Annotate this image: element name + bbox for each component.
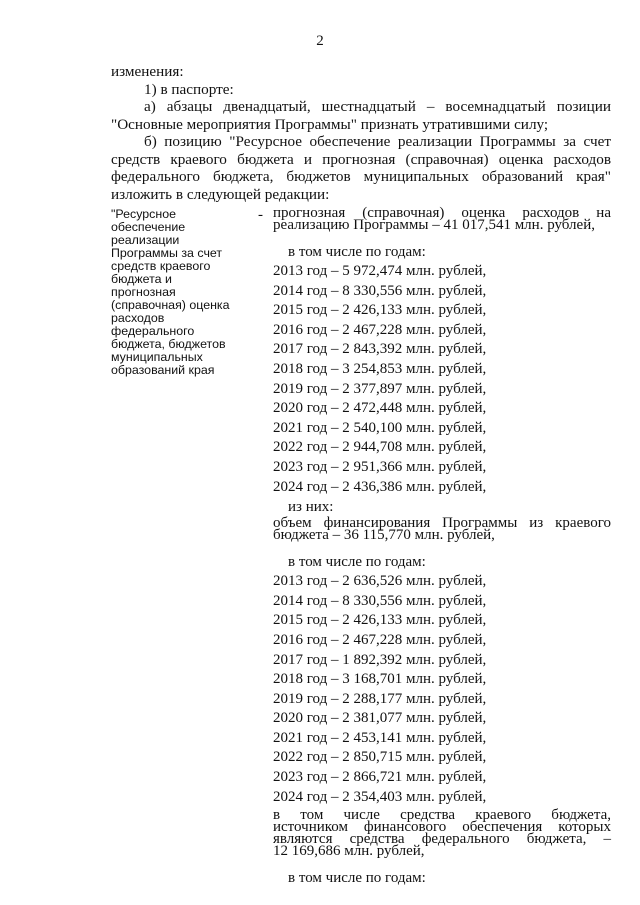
- page-number: 2: [316, 33, 324, 49]
- regional-year-item: 2023 год – 2 866,721 млн. рублей,: [273, 769, 487, 786]
- regional-budget: [273, 515, 611, 544]
- total-year-item: 2016 год – 2 467,228 млн. рублей,: [273, 321, 487, 338]
- regional-line-1: объем финансирования Программы из краевого: [273, 515, 611, 532]
- regional-year-item: 2014 год – 8 330,556 млн. рублей,: [273, 592, 487, 609]
- regional-year-item: 2018 год – 3 168,701 млн. рублей,: [273, 671, 487, 688]
- regional-year-item: 2019 год – 2 288,177 млн. рублей,: [273, 690, 487, 707]
- regional-by-years-label: в том числе по годам:: [288, 554, 426, 571]
- position-title-line: муниципальных: [111, 350, 203, 364]
- position-title-line: прогнозная: [111, 285, 176, 299]
- position-title-line: "Ресурсное: [111, 207, 176, 221]
- total-year-item: 2020 год – 2 472,448 млн. рублей,: [273, 400, 487, 417]
- federal-funds: [273, 807, 611, 860]
- total-year-item: 2018 год – 3 254,853 млн. рублей,: [273, 360, 487, 377]
- para-b-line-3: федерального бюджета, бюджетов муниципальных образований края": [111, 168, 611, 185]
- position-title-line: средств краевого: [111, 259, 211, 273]
- position-title-line: федерального: [111, 324, 195, 338]
- position-title-line: бюджета, бюджетов: [111, 337, 226, 351]
- regional-line-2: бюджета – 36 115,770 млн. рублей,: [273, 527, 495, 544]
- para-a-line-1: а) абзацы двенадцатый, шестнадцатый – восемнадцатый позиции: [144, 98, 611, 115]
- para-b-line-1: б) позицию "Ресурсное обеспечение реализации Программы за счет: [144, 133, 611, 150]
- regional-year-item: 2024 год – 2 354,403 млн. рублей,: [273, 788, 487, 805]
- federal-line-4: 12 169,686 млн. рублей,: [273, 843, 425, 860]
- position-content: [273, 207, 611, 888]
- position-title-line: бюджета и: [111, 272, 172, 286]
- total-year-item: 2024 год – 2 436,386 млн. рублей,: [273, 478, 487, 495]
- total-line-1: прогнозная (справочная) оценка расходов на: [273, 205, 611, 221]
- regional-year-item: 2016 год – 2 467,228 млн. рублей,: [273, 631, 487, 648]
- regional-years-list: [273, 572, 611, 807]
- of-them-label: из них:: [288, 499, 334, 516]
- position-title-line: расходов: [111, 311, 165, 325]
- position-title-line: образований края: [111, 363, 215, 377]
- regional-year-item: 2017 год – 1 892,392 млн. рублей,: [273, 651, 487, 668]
- dash-marker: -: [258, 207, 263, 223]
- federal-line-1: в том числе средства краевого бюджета,: [273, 807, 611, 824]
- para-b-line-2: средств краевого бюджета и прогнозная (справочная) оценка расходов: [111, 150, 611, 168]
- total-estimate: [273, 207, 611, 231]
- regional-year-item: 2022 год – 2 850,715 млн. рублей,: [273, 749, 487, 766]
- total-year-item: 2021 год – 2 540,100 млн. рублей,: [273, 419, 487, 436]
- position-title-line: (справочная) оценка: [111, 298, 230, 312]
- intro-text: [111, 63, 611, 203]
- para-a-line-2: "Основные мероприятия Программы" признать утратившими силу;: [111, 115, 549, 133]
- total-by-years-label: в том числе по годам:: [288, 244, 426, 260]
- total-year-item: 2022 год – 2 944,708 млн. рублей,: [273, 439, 487, 456]
- regional-year-item: 2015 год – 2 426,133 млн. рублей,: [273, 612, 487, 629]
- intro-line-passport: 1) в паспорте:: [144, 80, 234, 98]
- position-title-line: Программы за счет: [111, 246, 223, 260]
- intro-line-changes: изменения:: [111, 63, 184, 80]
- total-year-item: 2023 год – 2 951,366 млн. рублей,: [273, 458, 487, 475]
- regional-year-item: 2013 год – 2 636,526 млн. рублей,: [273, 573, 487, 590]
- para-b-line-4: изложить в следующей редакции:: [111, 185, 330, 203]
- total-year-item: 2014 год – 8 330,556 млн. рублей,: [273, 282, 487, 299]
- position-title-line: обеспечение: [111, 220, 186, 234]
- federal-line-2: источником финансового обеспечения которых: [273, 819, 611, 836]
- total-year-item: 2015 год – 2 426,133 млн. рублей,: [273, 302, 487, 319]
- total-year-item: 2013 год – 5 972,474 млн. рублей,: [273, 263, 487, 279]
- total-year-item: 2017 год – 2 843,392 млн. рублей,: [273, 341, 487, 358]
- regional-year-item: 2021 год – 2 453,141 млн. рублей,: [273, 729, 487, 746]
- total-year-item: 2019 год – 2 377,897 млн. рублей,: [273, 380, 487, 397]
- total-years-list: [273, 262, 611, 497]
- total-line-2: реализацию Программы – 41 017,541 млн. рублей,: [273, 217, 595, 233]
- position-title-line: реализации: [111, 233, 180, 247]
- federal-by-years-label: в том числе по годам:: [288, 870, 426, 887]
- federal-line-3: являются средства федерального бюджета, –: [273, 831, 611, 848]
- position-title: [111, 208, 261, 377]
- regional-year-item: 2020 год – 2 381,077 млн. рублей,: [273, 710, 487, 727]
